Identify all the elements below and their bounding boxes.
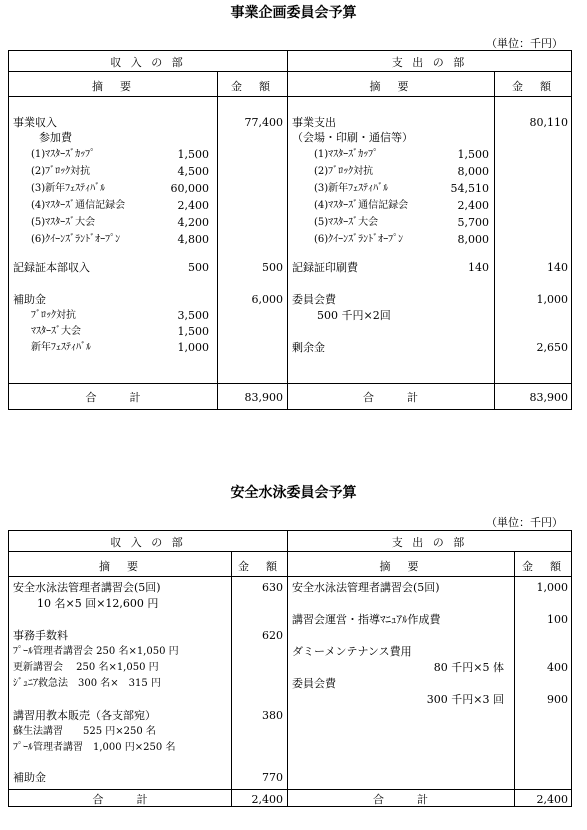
income-header: 収 入 の 部 (110, 56, 186, 69)
expense-item-label: (2)ﾌﾞﾛｯｸ対抗 (314, 166, 374, 177)
expense-item-value: 8,000 (457, 165, 489, 178)
subsidy-item-value: 3,500 (177, 309, 209, 322)
income-subsidy-amount: 6,000 (251, 293, 283, 306)
expense-main-amount: 80,110 (529, 116, 568, 129)
income-main-label: 事業収入 (13, 116, 57, 129)
income-record-amount: 500 (262, 261, 283, 274)
income-sub-label: 参加費 (39, 131, 72, 144)
income-item-label: (4)ﾏｽﾀｰｽﾞ通信記録会 (31, 200, 126, 211)
expense-summary-header: 摘 要 (379, 560, 422, 573)
income-item-value: 1,500 (177, 148, 209, 161)
income-total-amount: 83,900 (244, 391, 283, 404)
expense-row-amount: 400 (547, 661, 568, 674)
income-record-label: 記録証本部収入 (13, 261, 90, 274)
expense-row-label: 講習会運営・指導ﾏﾆｭｱﾙ作成費 (292, 613, 441, 626)
expense-item-value: 5,700 (457, 216, 489, 229)
section2-unit: （単位：千円） (486, 516, 563, 529)
expense-row-amount: 1,000 (536, 581, 568, 594)
expense-record-value: 140 (468, 261, 489, 274)
income-total-label: 合 計 (92, 793, 148, 806)
subsidy-item-label: ﾏｽﾀｰｽﾞ大会 (31, 326, 81, 337)
income-row-label: 事務手数料 (13, 629, 68, 642)
expense-total-amount: 2,400 (536, 793, 568, 806)
subsidy-item-label: 新年ﾌｪｽﾃｨﾊﾞﾙ (31, 342, 91, 353)
expense-committee-label: 委員会費 (292, 293, 336, 306)
expense-total-label: 合 計 (363, 391, 418, 404)
divider (9, 576, 571, 577)
income-item-value: 4,500 (177, 165, 209, 178)
section1-unit: （単位：千円） (486, 37, 563, 50)
expense-item-label: (1)ﾏｽﾀｰｽﾞｶｯﾌﾟ (314, 149, 379, 160)
income-main-amount: 77,400 (244, 116, 283, 129)
income-item-label: (3)新年ﾌｪｽﾃｨﾊﾞﾙ (31, 183, 106, 194)
expense-row-label: ダミーメンテナンス費用 (292, 645, 412, 658)
expense-row-detail: 300 千円×3 回 (426, 693, 504, 706)
expense-row-label: 委員会費 (292, 677, 336, 690)
expense-row-amount: 100 (547, 613, 568, 626)
income-item-value: 2,400 (177, 199, 209, 212)
divider (9, 96, 571, 97)
income-row-detail: 更新講習会 250 名×1,050 円 (13, 662, 159, 673)
income-row-amount: 770 (262, 771, 283, 784)
expense-row-amount: 900 (547, 693, 568, 706)
income-row-amount: 620 (262, 629, 283, 642)
income-subsidy-label: 補助金 (13, 293, 46, 306)
section2-title: 安全水泳委員会予算 (230, 485, 357, 501)
expense-total-label: 合 計 (373, 793, 428, 806)
expense-header: 支 出 の 部 (391, 56, 468, 69)
expense-record-amount: 140 (547, 261, 568, 274)
section1-title: 事業企画委員会予算 (230, 5, 357, 21)
subsidy-item-label: ﾌﾞﾛｯｸ対抗 (31, 310, 76, 321)
income-summary-header: 摘 要 (99, 560, 141, 573)
income-summary-header: 摘 要 (92, 80, 134, 93)
income-item-value: 4,800 (177, 233, 209, 246)
expense-amount-header: 金 額 (512, 80, 554, 93)
expense-record-label: 記録証印刷費 (292, 261, 358, 274)
expense-item-value: 1,500 (457, 148, 489, 161)
expense-surplus-label: 剰余金 (292, 341, 325, 354)
divider (287, 51, 288, 409)
expense-summary-header: 摘 要 (369, 80, 412, 93)
expense-main-label: 事業支出 (292, 116, 336, 129)
income-header: 収 入 の 部 (110, 536, 186, 549)
income-total-label: 合 計 (85, 391, 141, 404)
expense-row-label: 安全水泳法管理者講習会(5回) (292, 581, 440, 594)
income-row-amount: 380 (262, 709, 283, 722)
income-row-detail: ﾌﾟｰﾙ管理者講習 1,000 円×250 名 (13, 742, 176, 753)
expense-header: 支 出 の 部 (391, 536, 468, 549)
section2-table (8, 530, 572, 807)
expense-committee-amount: 1,000 (536, 293, 568, 306)
expense-item-value: 54,510 (450, 182, 489, 195)
income-item-value: 4,200 (177, 216, 209, 229)
income-row-detail: 蘇生法講習 525 円×250 名 (13, 726, 156, 737)
income-item-label: (5)ﾏｽﾀｰｽﾞ大会 (31, 217, 96, 228)
expense-item-label: (4)ﾏｽﾀｰｽﾞ通信記録会 (314, 200, 409, 211)
income-item-label: (6)ｸｲｰﾝｽﾞﾗﾝﾄﾞｵｰﾌﾟﾝ (31, 234, 121, 245)
expense-item-value: 8,000 (457, 233, 489, 246)
subsidy-item-value: 1,000 (177, 341, 209, 354)
divider (9, 789, 571, 790)
divider (9, 551, 571, 552)
expense-item-label: (6)ｸｲｰﾝｽﾞﾗﾝﾄﾞｵｰﾌﾟﾝ (314, 234, 404, 245)
income-amount-header: 金 額 (231, 80, 273, 93)
divider (9, 71, 571, 72)
expense-surplus-amount: 2,650 (536, 341, 568, 354)
expense-item-label: (5)ﾏｽﾀｰｽﾞ大会 (314, 217, 379, 228)
income-row-label: 講習用教本販売（各支部宛） (13, 709, 156, 722)
expense-total-amount: 83,900 (529, 391, 568, 404)
income-row-detail: ｼﾞｭﾆｱ救急法 300 名× 315 円 (13, 678, 161, 689)
income-row-detail: ﾌﾟｰﾙ管理者講習会 250 名×1,050 円 (13, 646, 179, 657)
income-row-label: 安全水泳法管理者講習会(5回) (13, 581, 161, 594)
divider (9, 383, 571, 384)
expense-item-value: 2,400 (457, 199, 489, 212)
expense-row-detail: 80 千円×5 体 (433, 661, 504, 674)
income-item-value: 60,000 (170, 182, 209, 195)
expense-amount-header: 金 額 (522, 560, 564, 573)
income-row-detail: 10 名×5 回×12,600 円 (37, 597, 159, 610)
income-record-value: 500 (188, 261, 209, 274)
expense-committee-detail: 500 千円×2回 (317, 309, 391, 322)
expense-item-label: (3)新年ﾌｪｽﾃｨﾊﾞﾙ (314, 183, 389, 194)
income-item-label: (2)ﾌﾞﾛｯｸ対抗 (31, 166, 91, 177)
expense-sub-label: （会場・印刷・通信等） (292, 131, 413, 144)
section1-table (8, 50, 572, 410)
income-row-label: 補助金 (13, 771, 46, 784)
income-row-amount: 630 (262, 581, 283, 594)
income-amount-header: 金 額 (238, 560, 280, 573)
subsidy-item-value: 1,500 (177, 325, 209, 338)
income-total-amount: 2,400 (251, 793, 283, 806)
income-item-label: (1)ﾏｽﾀｰｽﾞｶｯﾌﾟ (31, 149, 96, 160)
